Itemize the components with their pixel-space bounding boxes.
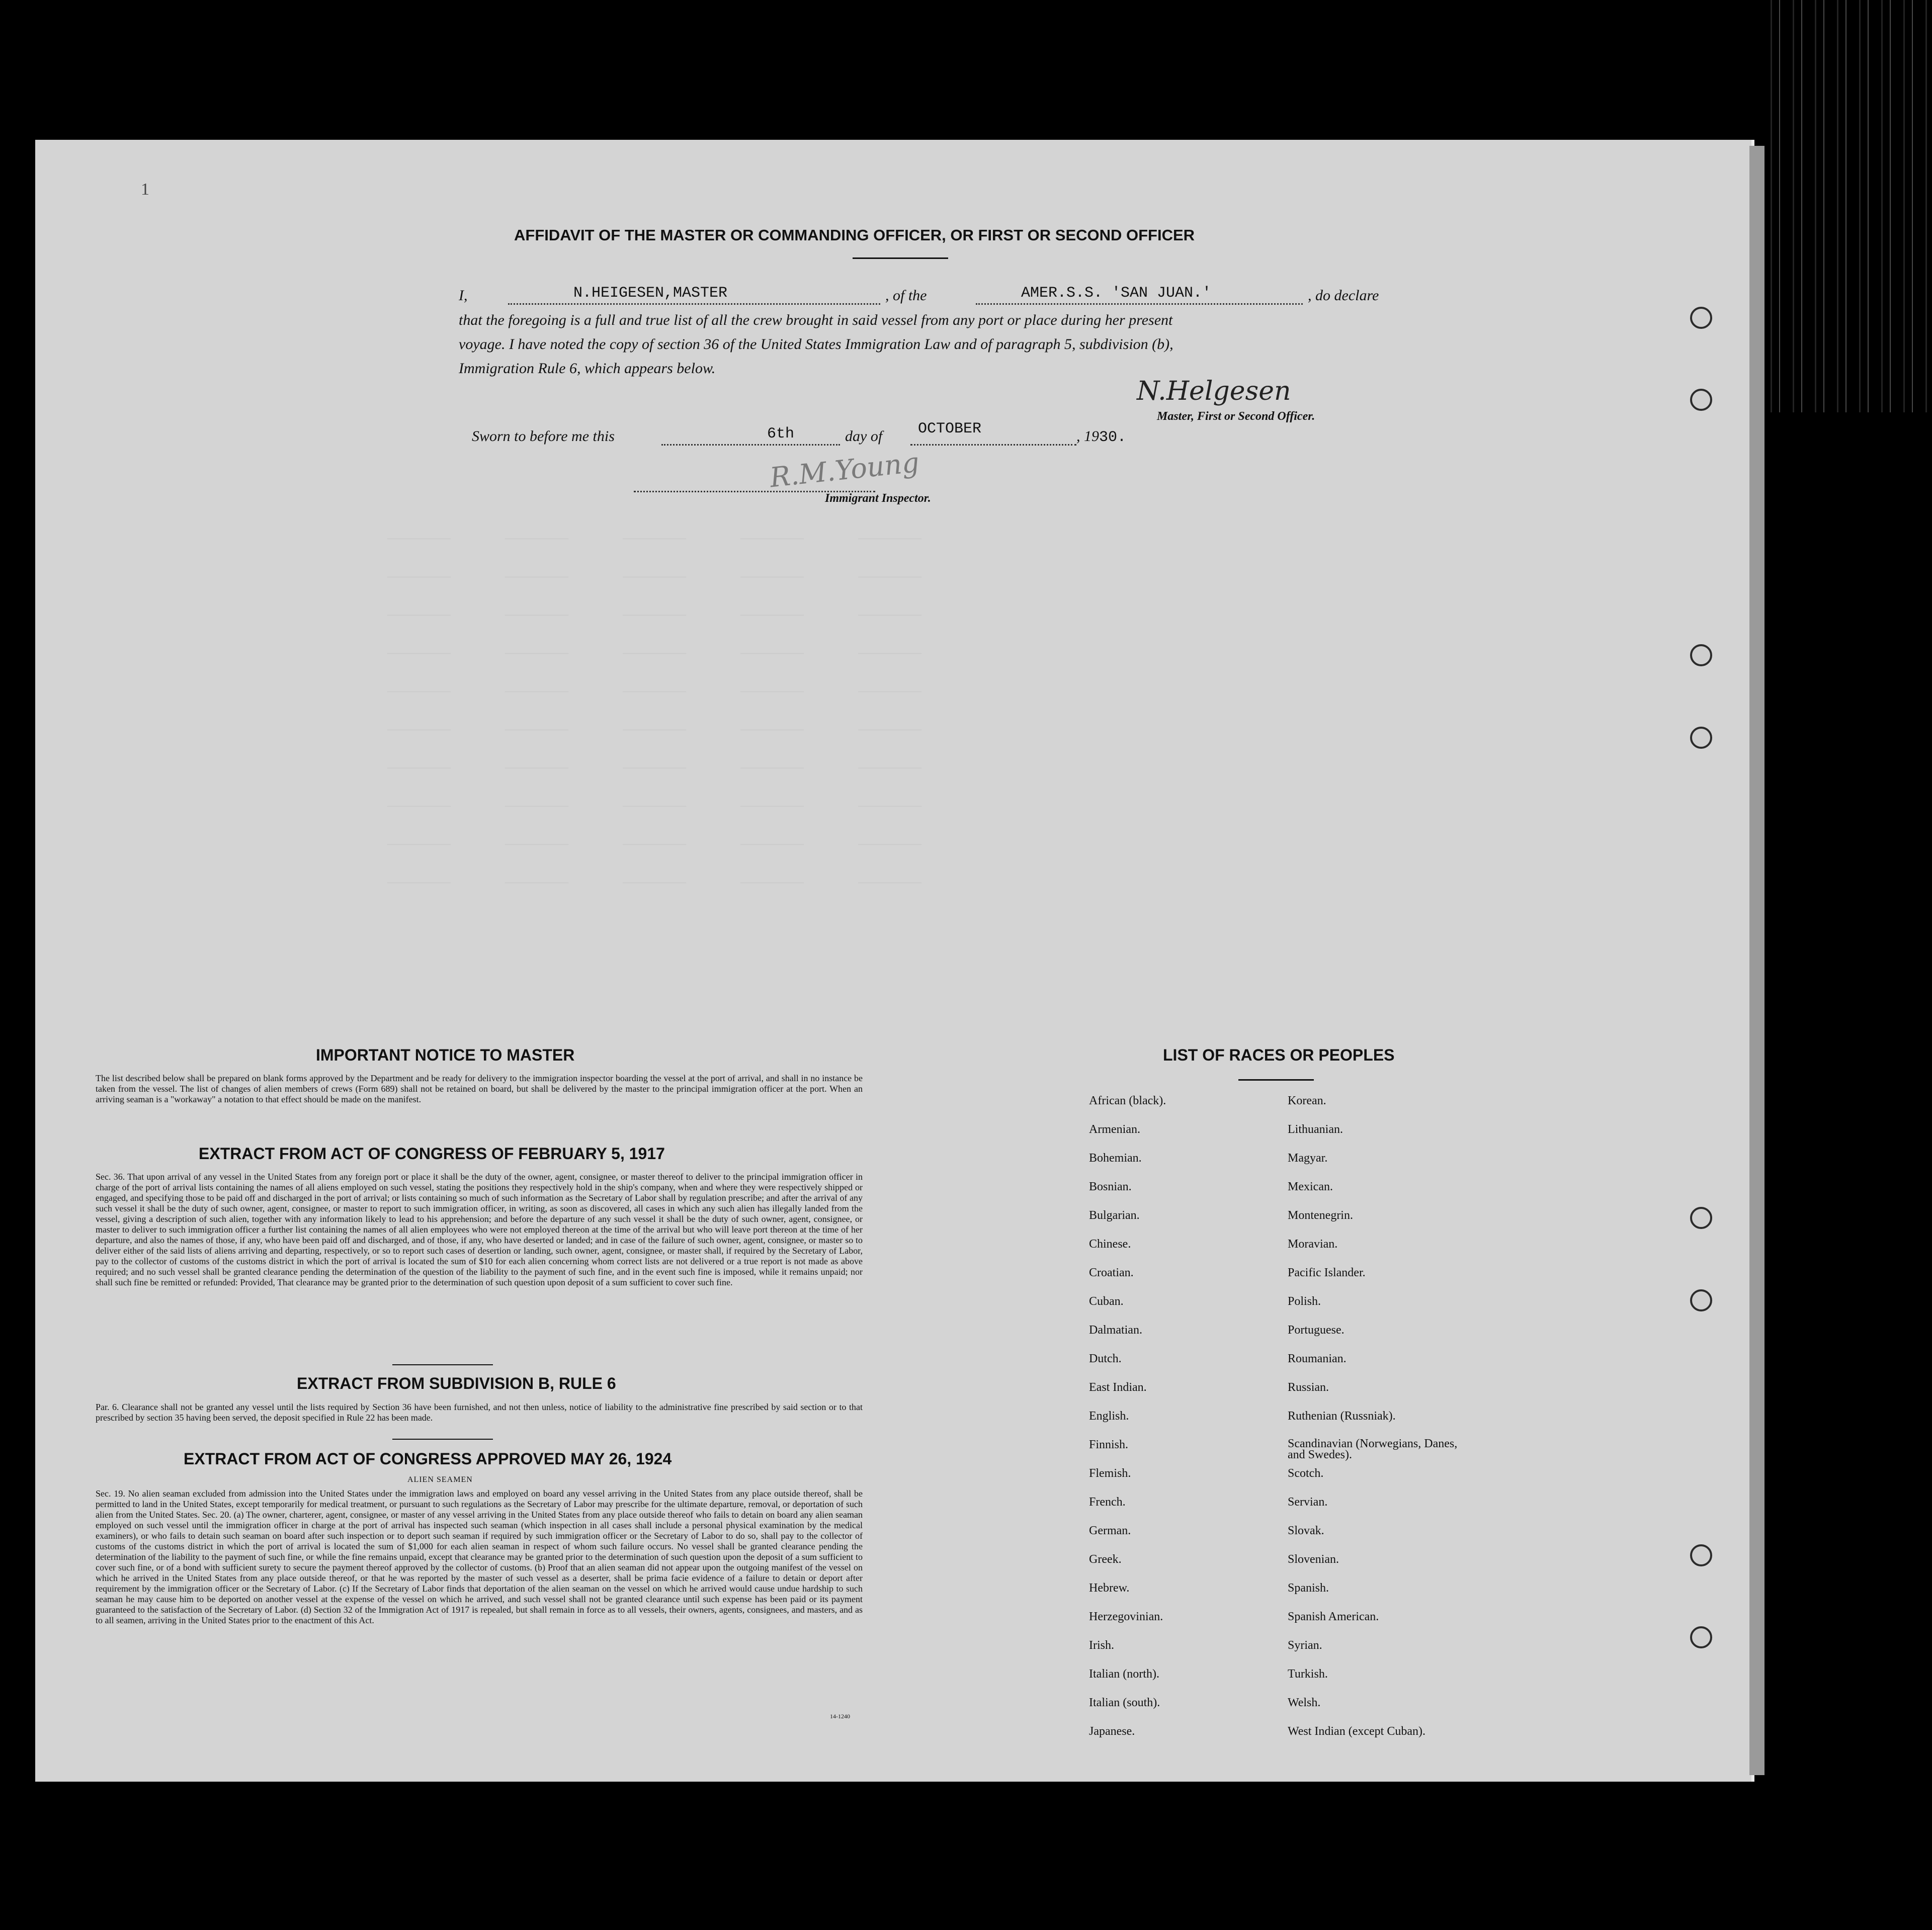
race-item: Magyar. xyxy=(1288,1152,1328,1165)
affidavit-body-2: voyage. I have noted the copy of section 36 of the United States Immigration Law and of paragraph 5, subdivision (b), xyxy=(459,336,1173,353)
sworn-day: 6th xyxy=(767,425,795,443)
race-item: Bohemian. xyxy=(1089,1152,1142,1165)
race-item: Irish. xyxy=(1089,1639,1114,1652)
race-item: Roumanian. xyxy=(1288,1352,1347,1365)
extract-1917-text: Sec. 36. That upon arrival of any vessel in the United States from any foreign port or place it shall be the duty of the owner, agent, consignee, or master thereof to deliver to the principal immigration officer in charge of the port of arrival lists containing the names of all aliens employed on such vessel, stating the positions they respectively hold in the ship's company, when and where they were respectively shipped or engaged, and specifying those to be paid off and discharged in the port of arrival; or lists containing so much of such information as the Secretary of Labor shall by regulation prescribe; and after the arrival of any such vessel it shall be the duty of such owner, agent, consignee, or master to report to such immigration officer, in writing, as soon as discovered, all cases in which any such alien has illegally landed from the vessel, giving a description of such alien, together with any information likely to lead to his apprehension; and before the departure of any such vessel it shall be the duty of such owner, agent, consignee, or master to deliver to such immigration officer a further list containing the names of all alien employees who were not employed thereon at the time of the arrival but who will leave port thereon at the time of her departure, and also the names of those, if any, who have been paid off and discharged, and of those, if any, who have deserted or landed; and in case of the failure of such owner, agent, consignee, or master so to deliver either of the said lists of aliens arriving and departing, respectively, or so to report such cases of desertion or landing, such owner, agent, consignee, or master shall, if required by the Secretary of Labor, pay to the collector of customs of the customs district in which the port of arrival is located the sum of $10 for each alien concerning whom correct lists are not delivered or a true report is not made as above required; and no such vessel shall be granted clearance pending the determination of the question of the liability to the payment of such fine, and in the event such fine is imposed, while it remains unpaid; nor shall such fine be remitted or refunded: Provided, That clearance may be granted prior to the determination of such question upon deposit of a sum sufficient to cover such fine. xyxy=(96,1172,863,1287)
declare-line: I, xyxy=(459,287,468,304)
race-item: Chinese. xyxy=(1089,1238,1131,1251)
notice-text: The list described below shall be prepared on blank forms approved by the Department and be ready for delivery to the immigration inspector boarding the vessel at the port of arrival, and shall in no instance be taken from the vessel. The list of changes of alien members of crews (Form 689) shall not be retained on board, but shall be delivered by the master to the principal immigration officer at the port. When an arriving seaman is a "workaway" a notation to that effect should be made on the manifest. xyxy=(96,1073,863,1104)
affidavit-body-1: that the foregoing is a full and true list of all the crew brought in said vessel from any port or place during her present xyxy=(459,312,1173,328)
race-item: Dalmatian. xyxy=(1089,1324,1142,1337)
race-item: Russian. xyxy=(1288,1381,1329,1394)
binder-hole xyxy=(1690,389,1712,411)
race-item: Spanish. xyxy=(1288,1582,1329,1595)
races-right-column xyxy=(1288,1094,1469,1753)
extract-rule6-text: Par. 6. Clearance shall not be granted any vessel until the lists required by Section 36 have been furnished, and not then unless, notice of liability to the administrative fine prescribed by said section or to that prescribed by section 35 having been served, the deposit specified in Rule 22 has been made. xyxy=(96,1402,863,1423)
race-item: Syrian. xyxy=(1288,1639,1322,1652)
race-item: Welsh. xyxy=(1288,1696,1321,1709)
race-item: Lithuanian. xyxy=(1288,1123,1343,1136)
affidavit-title: AFFIDAVIT OF THE MASTER OR COMMANDING OFFICER, OR FIRST OR SECOND OFFICER xyxy=(514,226,1195,244)
race-item: Armenian. xyxy=(1089,1123,1140,1136)
extract-1924-title: EXTRACT FROM ACT OF CONGRESS APPROVED MAY 26, 1924 xyxy=(184,1450,672,1468)
sworn-label: Sworn to before me this xyxy=(472,428,615,445)
master-caption: Master, First or Second Officer. xyxy=(1157,410,1315,423)
race-item: Bulgarian. xyxy=(1089,1209,1140,1222)
day-of-label: day of xyxy=(845,428,883,445)
race-item: Japanese. xyxy=(1089,1725,1135,1738)
extract-rule6-rule xyxy=(392,1439,493,1440)
bleed-through-text: ——————— ——————— ——————— ——————— ——————— ——————— ——————— ——————— ——————— ——————— ——————— ——————— ——————— ——————— ——————— ——————— ——————— ——————— ——————— ——————— ——————— ——————— ——————— ——————— ——————— ——————— ——————— ——————— ——————— ——————— ——————— ——————— ——————— ——————— ——————— ——————— ——————— ——————— ——————— ——————— ——————— ——————— ——————— ——————— ——————— ——————— ——————— ——————— ——————— ——————— xyxy=(387,531,922,892)
race-item: Scotch. xyxy=(1288,1467,1324,1480)
race-item: Montenegrin. xyxy=(1288,1209,1353,1222)
race-item: East Indian. xyxy=(1089,1381,1147,1394)
paper-edge xyxy=(1749,146,1765,1775)
races-left-column xyxy=(1089,1094,1166,1753)
day-field-line xyxy=(661,444,840,446)
binder-hole xyxy=(1690,307,1712,329)
film-edge-scratches xyxy=(1766,0,1932,412)
binder-hole xyxy=(1690,1207,1712,1229)
month-field-line xyxy=(910,444,1076,446)
race-item: Moravian. xyxy=(1288,1238,1338,1251)
race-item: Mexican. xyxy=(1288,1180,1333,1193)
race-item: Turkish. xyxy=(1288,1668,1328,1681)
binder-hole xyxy=(1690,1544,1712,1566)
extract-rule6-title: EXTRACT FROM SUBDIVISION B, RULE 6 xyxy=(297,1374,616,1392)
binder-hole xyxy=(1690,727,1712,749)
master-signature: N.Helgesen xyxy=(1137,376,1291,406)
race-item: Scandinavian (Norwegians, Danes, and Swedes). xyxy=(1288,1437,1458,1461)
master-name: N.HEIGESEN,MASTER xyxy=(573,285,728,302)
race-item: Finnish. xyxy=(1089,1438,1129,1451)
race-item: French. xyxy=(1089,1496,1126,1509)
race-item: Flemish. xyxy=(1089,1467,1131,1480)
race-item: Herzegovinian. xyxy=(1089,1610,1163,1623)
race-item: Pacific Islander. xyxy=(1288,1266,1366,1279)
race-item: Italian (south). xyxy=(1089,1696,1160,1709)
races-title-rule xyxy=(1238,1079,1314,1081)
sworn-month: OCTOBER xyxy=(918,420,982,437)
notice-title: IMPORTANT NOTICE TO MASTER xyxy=(316,1046,575,1064)
affidavit-title-rule xyxy=(853,257,948,259)
race-item: Croatian. xyxy=(1089,1266,1134,1279)
race-item: Hebrew. xyxy=(1089,1582,1130,1595)
page-mark: 1 xyxy=(141,180,149,199)
race-item: English. xyxy=(1089,1410,1129,1423)
race-item: Italian (north). xyxy=(1089,1668,1159,1681)
vessel-name: AMER.S.S. 'SAN JUAN.' xyxy=(1021,285,1212,302)
form-number: 14-1240 xyxy=(830,1713,850,1720)
race-item: Ruthenian (Russniak). xyxy=(1288,1410,1396,1423)
binder-hole xyxy=(1690,1289,1712,1311)
binder-hole xyxy=(1690,644,1712,666)
race-item: Servian. xyxy=(1288,1496,1328,1509)
extract-1924-subtitle: ALIEN SEAMEN xyxy=(407,1475,473,1484)
race-item: Bosnian. xyxy=(1089,1180,1132,1193)
race-item: Dutch. xyxy=(1089,1352,1122,1365)
extract-1917-title: EXTRACT FROM ACT OF CONGRESS OF FEBRUARY 5, 1917 xyxy=(199,1145,665,1163)
race-item: Slovenian. xyxy=(1288,1553,1339,1566)
sworn-year: , 1930. xyxy=(1076,428,1127,446)
inspector-signature: R.M.Young xyxy=(768,446,921,494)
extract-1917-rule xyxy=(392,1364,493,1365)
race-item: Polish. xyxy=(1288,1295,1321,1308)
race-item: German. xyxy=(1089,1524,1131,1537)
binder-hole xyxy=(1690,1626,1712,1648)
of-the-label: , of the xyxy=(885,287,927,304)
do-declare-label: , do declare xyxy=(1308,287,1379,304)
race-item: Korean. xyxy=(1288,1094,1326,1107)
inspector-caption: Immigrant Inspector. xyxy=(825,492,931,505)
affidavit-body-3: Immigration Rule 6, which appears below. xyxy=(459,360,716,377)
race-item: West Indian (except Cuban). xyxy=(1288,1725,1425,1738)
race-item: Greek. xyxy=(1089,1553,1122,1566)
vessel-field-line xyxy=(976,303,1303,305)
race-item: African (black). xyxy=(1089,1094,1166,1107)
race-item: Spanish American. xyxy=(1288,1610,1379,1623)
race-item: Cuban. xyxy=(1089,1295,1124,1308)
document-page xyxy=(35,140,1754,1782)
name-field-line xyxy=(508,303,880,305)
extract-1924-text: Sec. 19. No alien seaman excluded from admission into the United States under the immigration laws and employed on board any vessel arriving in the United States from any place outside thereof, shall be permitted to land in the United States, except temporarily for medical treatment, or pursuant to such regulations as the Secretary of Labor may prescribe for the ultimate departure, removal, or deportation of such alien from the United States. Sec. 20. (a) The owner, charterer, agent, consignee, or master of any vessel arriving in the United States from any place outside thereof who fails to detain on board any alien seaman employed on such vessel until the immigration officer in charge at the port of arrival has inspected such seaman (which inspection in all cases shall include a personal physical examination by the medical examiners), or who fails to detain such seaman on board after such inspection or to deport such seaman if required by such immigration officer or the Secretary of Labor to do so, shall pay to the collector of customs of the customs district in which the port of arrival is located the sum of $1,000 for each alien seaman in respect of whom such failure occurs. No vessel shall be granted clearance pending the determination of the liability to the payment of such fine, or while the fine remains unpaid, except that clearance may be granted prior to the determination of such question upon the deposit of a sum sufficient to cover such fine, or of a bond with sufficient surety to secure the payment thereof approved by the collector of customs. (b) Proof that an alien seaman did not appear upon the outgoing manifest of the vessel on which he arrived in the United States from any place outside thereof, or that he was reported by the master of such vessel as a deserter, shall be prima facie evidence of a failure to detain or deport after requirement by the immigration officer or the Secretary of Labor. (c) If the Secretary of Labor finds that deportation of the alien seaman on the vessel on which he arrived would cause undue hardship to such seaman he may cause him to be deported on another vessel at the expense of the vessel on which he arrived, and such vessel shall not be granted clearance until such expense has been paid or its payment guaranteed to the satisfaction of the Secretary of Labor. (d) Section 32 of the Immigration Act of 1917 is repealed, but shall remain in force as to all vessels, their owners, agents, consignees, and masters, and as to all seamen, arriving in the United States prior to the enactment of this Act. xyxy=(96,1488,863,1625)
races-title: LIST OF RACES OR PEOPLES xyxy=(1163,1046,1395,1064)
race-item: Slovak. xyxy=(1288,1524,1324,1537)
race-item: Portuguese. xyxy=(1288,1324,1345,1337)
